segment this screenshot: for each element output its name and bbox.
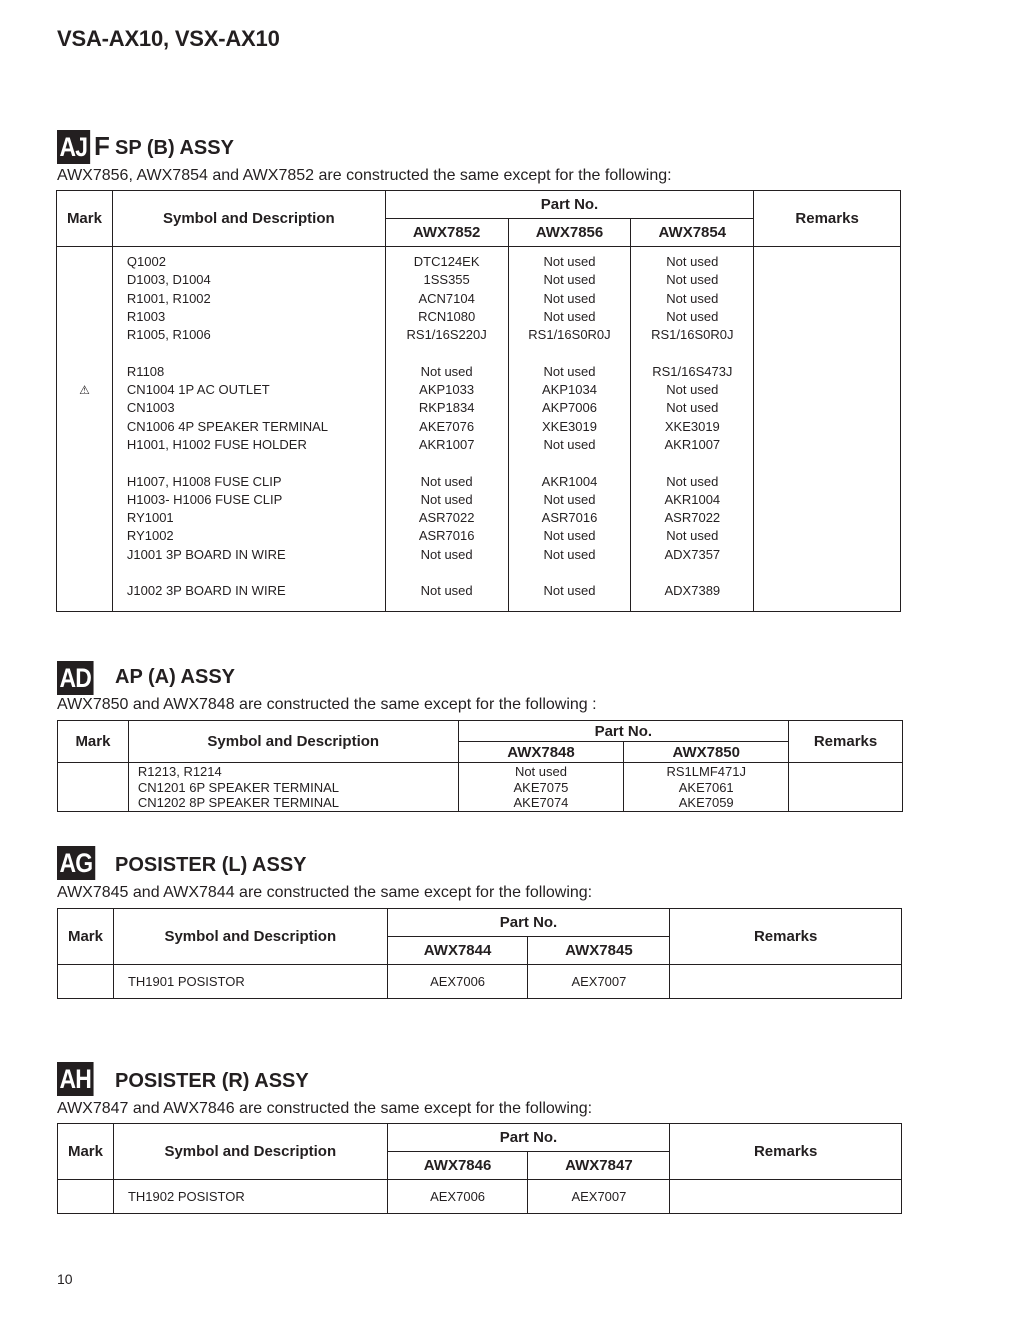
col-model: AWX7850 [624, 742, 789, 763]
section-intro: AWX7847 and AWX7846 are constructed the same except for the following: [57, 1100, 593, 1117]
part-value: RS1LMF471J [666, 764, 746, 779]
part-value: AEX7006 [430, 974, 486, 989]
part-cell [508, 247, 631, 612]
symbol-text: CN1006 4P SPEAKER TERMINAL [126, 418, 329, 434]
symbol-text: RY1001 [126, 510, 174, 526]
part-value: AKE7075 [513, 779, 569, 795]
symbol-text: R1001, R1002 [126, 290, 211, 306]
part-value: Not used [420, 583, 473, 599]
symbol-text: R1003 [126, 308, 166, 324]
col-mark: Mark [58, 721, 129, 763]
symbol-text: CN1004 1P AC OUTLET [126, 382, 270, 398]
part-value: Not used [543, 272, 596, 288]
part-value: XKE3019 [664, 418, 720, 434]
part-cell [528, 1180, 670, 1214]
document-title: VSA-AX10, VSX-AX10 [57, 26, 280, 51]
symbol-cell [112, 247, 385, 612]
symbol-cell [113, 1180, 387, 1214]
part-value: ADX7357 [664, 546, 721, 562]
part-value: RKP1834 [418, 400, 475, 416]
part-cell [458, 763, 624, 812]
section-badge-suffix: F [94, 131, 110, 161]
part-value: AKR1004 [541, 473, 598, 489]
remarks-cell [754, 247, 901, 612]
section-title: AP (A) ASSY [115, 666, 236, 688]
section-badge: AJ [57, 130, 90, 164]
symbol-text: J1002 3P BOARD IN WIRE [126, 583, 286, 599]
part-value: AEX7007 [571, 1189, 627, 1204]
symbol-text: H1003- H1006 FUSE CLIP [126, 491, 283, 507]
part-value: DTC124EK [413, 254, 480, 269]
section-title: POSISTER (L) ASSY [115, 854, 307, 876]
part-cell [387, 965, 528, 999]
col-remarks: Remarks [670, 1124, 902, 1180]
part-cell [387, 1180, 528, 1214]
part-value: Not used [420, 363, 473, 379]
col-model: AWX7844 [387, 937, 528, 965]
part-value: ACN7104 [418, 290, 475, 306]
part-value: Not used [666, 382, 719, 398]
part-value: RS1/16S220J [406, 327, 487, 343]
part-value: Not used [543, 436, 596, 452]
symbol-cell [113, 965, 387, 999]
part-value: Not used [543, 254, 596, 269]
symbol-text: R1108 [126, 363, 165, 379]
part-value: Not used [666, 272, 719, 288]
part-value: RS1/16S473J [652, 363, 733, 379]
part-cell [624, 763, 789, 812]
part-value: AKP1034 [542, 382, 597, 398]
col-remarks: Remarks [754, 191, 901, 247]
mark-cell [58, 965, 114, 999]
symbol-cell [128, 763, 458, 812]
col-part-no: Part No. [458, 721, 789, 742]
part-cell [385, 247, 508, 612]
part-value: 1SS355 [423, 272, 470, 288]
part-value: ADX7389 [664, 583, 721, 599]
parts-table-posister-r [57, 1123, 902, 1214]
part-value: AKE7076 [419, 418, 475, 434]
remarks-cell [670, 1180, 902, 1214]
symbol-text: H1001, H1002 FUSE HOLDER [126, 436, 307, 452]
part-value: Not used [666, 473, 719, 489]
part-value: Not used [543, 290, 596, 306]
section-intro: AWX7856, AWX7854 and AWX7852 are constructed the same except for the following: [57, 167, 672, 184]
part-value: AKR1007 [418, 436, 475, 452]
col-part-no: Part No. [387, 1124, 670, 1152]
symbol-text: Q1002 [126, 254, 166, 269]
part-value: AEX7006 [430, 1189, 486, 1204]
part-value: AKR1007 [664, 436, 721, 452]
part-value: Not used [543, 528, 596, 544]
symbol-text: CN1201 6P SPEAKER TERMINAL [137, 779, 340, 795]
col-remarks: Remarks [789, 721, 903, 763]
part-value: Not used [543, 491, 596, 507]
col-model: AWX7856 [508, 219, 631, 247]
section-ap-a-heading [57, 661, 100, 695]
part-value: Not used [420, 546, 473, 562]
col-mark: Mark [57, 191, 113, 247]
symbol-text: RY1002 [126, 528, 174, 544]
part-value: Not used [666, 308, 719, 324]
col-symbol: Symbol and Description [113, 909, 387, 965]
col-part-no: Part No. [385, 191, 754, 219]
col-symbol: Symbol and Description [113, 1124, 387, 1180]
section-title: SP (B) ASSY [115, 137, 234, 159]
part-value: RS1/16S0R0J [528, 327, 611, 343]
symbol-text: R1005, R1006 [126, 327, 211, 343]
page-number: 10 [57, 1271, 73, 1287]
col-remarks: Remarks [670, 909, 902, 965]
col-part-no: Part No. [387, 909, 670, 937]
parts-table-ap-a [57, 720, 903, 812]
symbol-text: CN1003 [126, 400, 175, 416]
col-symbol: Symbol and Description [128, 721, 458, 763]
section-intro: AWX7850 and AWX7848 are constructed the same except for the following : [57, 696, 597, 713]
symbol-text: R1213, R1214 [137, 764, 222, 779]
section-badge: AH [57, 1062, 94, 1096]
part-value: AKE7059 [678, 795, 734, 810]
symbol-text: CN1202 8P SPEAKER TERMINAL [137, 795, 340, 810]
mark-cell [57, 247, 113, 612]
col-model: AWX7846 [387, 1152, 528, 1180]
part-value: Not used [666, 254, 719, 269]
part-value: Not used [543, 308, 596, 324]
part-value: RCN1080 [418, 308, 476, 324]
section-sp-b-heading [57, 130, 96, 164]
part-value: AKE7074 [513, 795, 569, 810]
col-model: AWX7848 [458, 742, 624, 763]
col-mark: Mark [58, 909, 114, 965]
section-badge: AG [57, 846, 95, 880]
part-value: XKE3019 [542, 418, 597, 434]
remarks-cell [670, 965, 902, 999]
part-value: AKP1033 [419, 382, 475, 398]
symbol-text: J1001 3P BOARD IN WIRE [126, 546, 286, 562]
part-value: AKE7061 [678, 779, 734, 795]
part-value: Not used [666, 400, 719, 416]
col-model: AWX7852 [385, 219, 508, 247]
col-symbol: Symbol and Description [112, 191, 385, 247]
remarks-cell [789, 763, 903, 812]
part-value: ASR7022 [418, 510, 475, 526]
part-value: Not used [666, 528, 719, 544]
part-value: ASR7016 [418, 528, 475, 544]
symbol-text: TH1901 POSISTOR [127, 974, 245, 989]
part-value: AKP7006 [542, 400, 597, 416]
part-value: AEX7007 [571, 974, 627, 989]
part-value: ASR7022 [664, 510, 721, 526]
part-value: Not used [543, 583, 596, 599]
mark-cell [58, 1180, 114, 1214]
part-value: Not used [420, 473, 473, 489]
col-model: AWX7845 [528, 937, 670, 965]
part-cell [528, 965, 670, 999]
section-posister-l-heading [57, 846, 102, 880]
section-title: POSISTER (R) ASSY [115, 1070, 309, 1092]
symbol-text: D1003, D1004 [126, 272, 211, 288]
part-value: RS1/16S0R0J [651, 327, 734, 343]
part-value: AKR1004 [664, 491, 721, 507]
section-intro: AWX7845 and AWX7844 are constructed the same except for the following: [57, 884, 593, 901]
symbol-text: H1007, H1008 FUSE CLIP [126, 473, 282, 489]
col-model: AWX7847 [528, 1152, 670, 1180]
caution-icon: ⚠ [79, 383, 90, 398]
parts-table-sp-b [56, 190, 901, 612]
part-value: ASR7016 [541, 510, 598, 526]
mark-cell [58, 763, 129, 812]
part-value: Not used [514, 764, 567, 779]
col-model: AWX7854 [631, 219, 754, 247]
part-value: Not used [543, 546, 596, 562]
part-value: Not used [543, 363, 596, 379]
part-cell [631, 247, 754, 612]
section-posister-r-heading [57, 1062, 100, 1096]
part-value: Not used [420, 491, 473, 507]
section-badge: AD [57, 661, 94, 695]
parts-table-posister-l [57, 908, 902, 999]
col-mark: Mark [58, 1124, 114, 1180]
part-value: Not used [666, 290, 719, 306]
symbol-text: TH1902 POSISTOR [127, 1189, 245, 1204]
